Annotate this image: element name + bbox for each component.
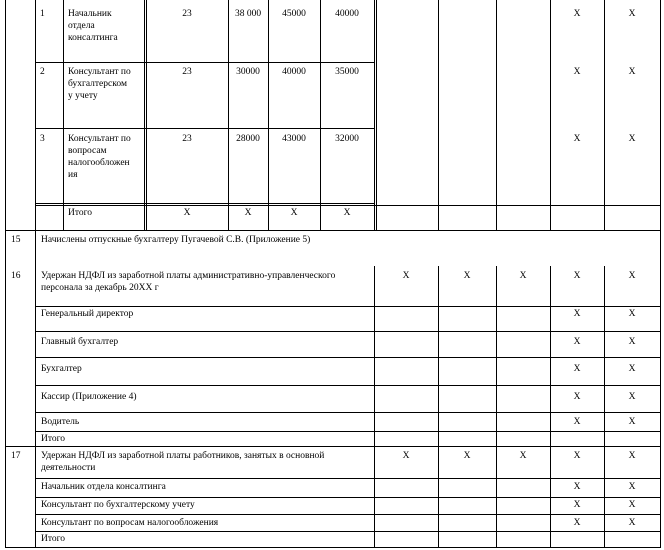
row-number: 16 [11, 271, 21, 281]
row-border [35, 306, 660, 307]
col-border [320, 0, 321, 231]
col-border [660, 0, 661, 548]
cell-mark: X [628, 309, 636, 319]
cell-value: 45000 [282, 9, 306, 19]
row-border [5, 230, 660, 231]
cell-mark: X [463, 271, 471, 281]
cell-mark: X [573, 9, 581, 19]
col-border [374, 266, 375, 548]
cell-mark: X [244, 208, 252, 218]
row-border [35, 62, 375, 63]
cell-mark: X [573, 271, 581, 281]
col-border [496, 266, 497, 548]
cell-mark: X [573, 134, 581, 144]
employee-label: Генеральный директор [41, 309, 134, 319]
col-border [268, 0, 269, 231]
col-border [604, 0, 605, 231]
cell-mark: X [573, 337, 581, 347]
position-line: у учету [68, 91, 98, 101]
employee-label: Консультант по бухгалтерскому учету [41, 500, 195, 510]
row-border [35, 431, 660, 432]
cell-value: 35000 [335, 67, 359, 77]
cell-value: 23 [182, 134, 192, 144]
cell-mark: X [628, 392, 636, 402]
cell-value: 43000 [282, 134, 306, 144]
col-border [228, 0, 229, 231]
total-label: Итого [41, 434, 66, 444]
cell-mark: X [573, 482, 581, 492]
cell-value: 40000 [335, 9, 359, 19]
col-border [438, 0, 439, 231]
col-border [374, 0, 375, 231]
cell-mark: X [573, 309, 581, 319]
operation-text: Удержан НДФЛ из заработной платы работников, занятых в основной [41, 451, 325, 461]
position-line: Начальник [68, 9, 112, 19]
cell-mark: X [519, 451, 527, 461]
row-border [35, 385, 660, 386]
cell-mark: X [628, 451, 636, 461]
cell-mark: X [573, 518, 581, 528]
cell-value: 28000 [236, 134, 260, 144]
operation-text: Начислены отпускные бухгалтеру Пугачевой С.В. (Приложение 5) [41, 235, 311, 245]
cell-mark: X [573, 392, 581, 402]
col-border [35, 0, 36, 548]
position-line: Консультант по [68, 134, 131, 144]
cell-mark: X [628, 67, 636, 77]
row-number: 15 [11, 235, 21, 245]
position-line: ия [68, 170, 78, 180]
position-line: отдела [68, 21, 95, 31]
col-border [144, 0, 145, 231]
cell-value: 30000 [236, 67, 260, 77]
cell-mark: X [519, 271, 527, 281]
cell-mark: X [573, 67, 581, 77]
cell-mark: X [628, 518, 636, 528]
employee-label: Консультант по вопросам налогообложения [41, 518, 219, 528]
col-border [438, 266, 439, 548]
col-border [496, 0, 497, 231]
row-border [35, 205, 660, 206]
cell-mark: X [573, 417, 581, 427]
row-number: 2 [40, 67, 45, 77]
row-border [35, 497, 660, 498]
employee-label: Водитель [41, 417, 80, 427]
col-border [550, 0, 551, 231]
operation-text: деятельности [41, 463, 96, 473]
cell-value: 23 [182, 67, 192, 77]
cell-mark: X [402, 271, 410, 281]
position-line: Консультант по [68, 67, 131, 77]
operation-text: Удержан НДФЛ из заработной платы административно-управленческого [41, 271, 336, 281]
row-border [5, 547, 660, 548]
row-border [35, 203, 375, 204]
employee-label: Начальник отдела консалтинга [41, 482, 166, 492]
row-border [35, 331, 660, 332]
cell-mark: X [628, 9, 636, 19]
row-number: 3 [40, 134, 45, 144]
cell-value: 32000 [335, 134, 359, 144]
position-line: вопросам [68, 146, 107, 156]
operation-text: персонала за декабрь 20ХХ г [41, 283, 159, 293]
col-border [63, 0, 64, 231]
cell-value: 23 [182, 9, 192, 19]
cell-value: 40000 [282, 67, 306, 77]
col-border [376, 0, 377, 231]
cell-mark: X [628, 134, 636, 144]
cell-mark: X [290, 208, 298, 218]
position-line: консалтинга [68, 33, 118, 43]
row-border [5, 446, 660, 447]
cell-mark: X [628, 500, 636, 510]
cell-mark: X [343, 208, 351, 218]
cell-mark: X [628, 482, 636, 492]
total-label: Итого [41, 534, 66, 544]
cell-mark: X [402, 451, 410, 461]
row-border [35, 531, 660, 532]
position-line: бухгалтерском [68, 79, 127, 89]
cell-mark: X [573, 451, 581, 461]
total-label: Итого [68, 208, 93, 218]
cell-mark: X [183, 208, 191, 218]
row-border [35, 357, 660, 358]
employee-label: Главный бухгалтер [41, 337, 119, 347]
cell-mark: X [573, 500, 581, 510]
row-border [35, 478, 660, 479]
cell-mark: X [628, 337, 636, 347]
cell-mark: X [573, 364, 581, 374]
employee-label: Бухгалтер [41, 364, 82, 374]
col-border [5, 0, 6, 548]
cell-mark: X [628, 417, 636, 427]
row-number: 1 [40, 9, 45, 19]
employee-label: Кассир (Приложение 4) [41, 392, 137, 402]
cell-value: 38 000 [234, 9, 262, 19]
row-border [35, 128, 375, 129]
row-border [35, 514, 660, 515]
cell-mark: X [628, 364, 636, 374]
row-number: 17 [11, 451, 21, 461]
cell-mark: X [463, 451, 471, 461]
cell-mark: X [628, 271, 636, 281]
position-line: налогообложен [68, 158, 130, 168]
col-border [146, 0, 147, 231]
row-border [35, 412, 660, 413]
